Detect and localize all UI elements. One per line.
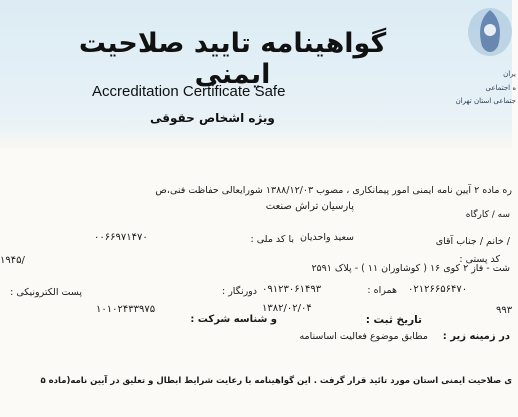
logo-line-1: یران [503,70,516,78]
field-value: مطابق موضوع فعالیت اساسنامه [299,331,428,342]
logo-line-3: جتماعی استان تهران [455,97,516,105]
emblem-icon [462,4,518,64]
regulation-line: ره ماده ۲ آیین نامه ایمنی امور پیمانکاری ، مصوب ۱۳۸۸/۱۲/۰۳ شورایعالی حفاظت فنی،ص [155,185,512,196]
national-id-label: با کد ملی : [250,234,294,245]
email-label: پست الکترونیکی : [10,287,82,298]
reg-date-label: تاریخ ثبت : [365,314,422,326]
title-english: Accreditation Certificate Safe [92,83,286,100]
mobile: ۰۹۱۲۳۰۶۱۴۹۳ [262,284,322,295]
national-code: ۱۰۱۰۲۴۳۳۹۷۵ [96,304,156,315]
fax-label: دورنگار : [222,286,257,297]
manager-name: سعید واحدیان [299,232,354,243]
company-label: سه / کارگاه [465,210,510,220]
national-code-label: و شناسه شرکت : [190,314,277,325]
national-id: ۰۰۶۶۹۷۱۴۷۰ [94,232,148,243]
field-label: در زمینه زیر : [442,331,510,342]
reg-date: ۱۳۸۲/۰۲/۰۴ [262,303,312,314]
logo-line-2: ه اجتماعی [485,84,516,92]
reg-prefix: ۹۹۳ [496,305,513,316]
company-name: پارسیان تراش صنعت [265,201,354,212]
manager-label: / خانم / جناب آقای [435,236,510,247]
mobile-label: همراه : [367,285,397,296]
address: شت - فاز ۲ کوی ۱۶ ( کوشاوران ۱۱ ) - پلاک ۲۵۹۱ [311,263,510,274]
title-persian: گواهینامه تایید صلاحیت ایمنی [78,28,387,90]
postal-code-label: کد پستی : [459,254,500,265]
postal-code: ۱۹۴۵/ [0,255,25,266]
phone: ۰۲۱۲۶۶۵۶۴۷۰ [408,284,468,295]
ministry-logo [455,4,518,105]
subtitle: ویژه اشخاص حقوقی [150,111,275,125]
footer-line: ی صلاحیت ایمنی استان مورد تائید قرار گرفت . این گواهینامه با رعایت شرایط ابطال و تعلیق در آیین نامه(ماده ۵ [40,376,512,386]
